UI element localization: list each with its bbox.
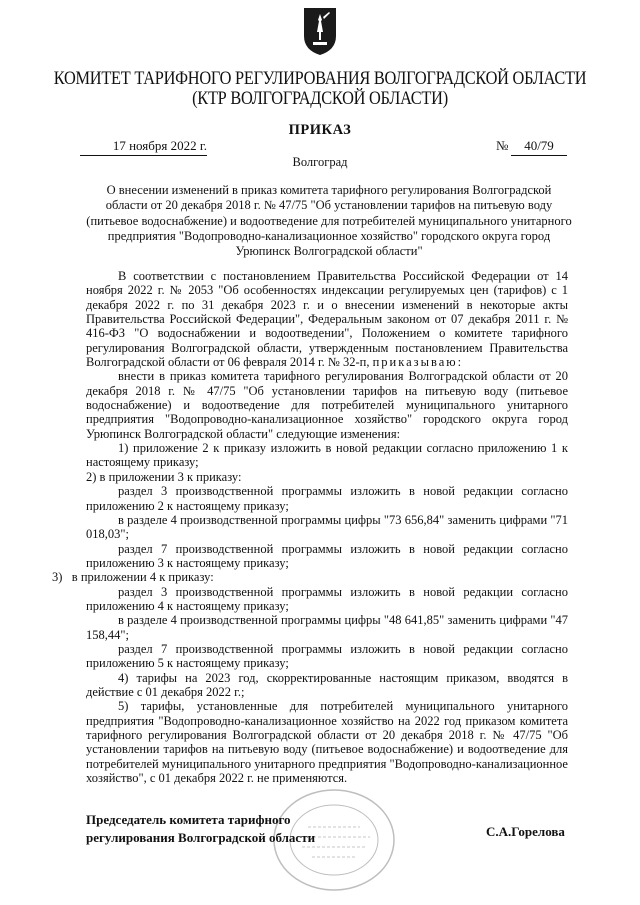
signatory-position-line2: регулирования Волгоградской области: [86, 829, 316, 845]
item-2c: раздел 7 производственной программы изложить в новой редакции согласно приложению 3 к настоящему приказу;: [86, 541, 568, 570]
order-number: 40/79: [511, 138, 567, 156]
order-date: 17 ноября 2022 г.: [80, 138, 207, 156]
item-5: 5) тарифы, установленные для потребителей муниципального унитарного предприятия "Водопроводно-канализационное хозяйство на 2022 год приказом комитета тарифного регулирования Волгоградской области от 20 декабря 2018 г. № 47/75 "Об установлении тарифов на питьевую воду (питьевое водоснабжение) и водоотведение для потребителей муниципального унитарного предприятия "Водопроводно-канализационное хозяйство", с 01 декабря 2022 г. не применяются.: [86, 699, 568, 786]
item-2a: раздел 3 производственной программы изложить в новой редакции согласно приложению 2 к настоящему приказу;: [86, 484, 568, 513]
city: Волгоград: [292, 155, 348, 169]
preamble: [86, 269, 568, 369]
item-3a: раздел 3 производственной программы изложить в новой редакции согласно приложению 4 к настоящему приказу;: [86, 584, 568, 613]
item-1: 1) приложение 2 к приказу изложить в новой редакции согласно приложению 1 к настоящему приказу;: [86, 441, 568, 470]
item-3b: в разделе 4 производственной программы цифры "48 641,85" заменить цифрами "47 158,44";: [86, 613, 568, 642]
volgograd-emblem-icon: [302, 6, 338, 56]
item-3c: раздел 7 производственной программы изложить в новой редакции согласно приложению 5 к настоящему приказу;: [86, 641, 568, 671]
order-body: [52, 269, 568, 786]
orders-word: приказываю:: [372, 355, 464, 370]
document-type: ПРИКАЗ: [288, 122, 352, 138]
item-3: 3) в приложении 4 к приказу:: [52, 570, 214, 585]
organization-name: КОМИТЕТ ТАРИФНОГО РЕГУЛИРОВАНИЯ ВОЛГОГРАДСКОЙ ОБЛАСТИ: [53, 68, 587, 89]
item-2b: в разделе 4 производственной программы цифры "73 656,84" заменить цифрами "71 018,03";: [86, 512, 568, 542]
signatory-position: [86, 811, 315, 846]
number-label: №: [496, 138, 509, 153]
order-subject: О внесении изменений в приказ комитета тарифного регулирования Волгоградской области от 20 декабря 2018 г. № 47/75 "Об установлении тарифов на питьевую воду (питьевое водоснабжение) и водоотведение для потребителей муниципального унитарного предприятия "Водопроводно-канализационное хозяйство" городского округа город Урюпинск Волгоградской области": [86, 183, 572, 259]
signatory-name: С.А.Горелова: [486, 824, 565, 839]
organization-abbreviation: (КТР ВОЛГОГРАДСКОЙ ОБЛАСТИ): [192, 88, 448, 109]
preamble-text: В соответствии с постановлением Правительства Российской Федерации от 14 ноября 2022 г. № 2053 "Об особенностях индексации регулируемых цен (тарифов) с 1 декабря 2022 г. по 31 декабря 2023 г. и о внесении изменений в некоторые акты Правительства Российской Федерации", Федеральным законом от 07 декабря 2011 г. № 416-ФЗ "О водоснабжении и водоотведении", Положением о комитете тарифного регулирования Волгоградской области, утвержденным постановлением Правительства Волгоградской области от 06 февраля 2014 г. № 32-п,: [86, 269, 568, 370]
signatory-position-line1: Председатель комитета тарифного: [86, 812, 291, 827]
paragraph-main: внести в приказ комитета тарифного регулирования Волгоградской области от 20 декабря 2018 г. № 47/75 "Об установлении тарифов на питьевую воду (питьевое водоснабжение) и водоотведение для потребителей муниципального унитарного предприятия "Водопроводно-канализационное хозяйство" городского округа город Урюпинск Волгоградской области" следующие изменения:: [86, 369, 568, 441]
item-4: 4) тарифы на 2023 год, скорректированные настоящим приказом, вводятся в действие с 01 декабря 2022 г.;: [86, 670, 568, 699]
item-2: 2) в приложении 3 к приказу:: [86, 469, 242, 484]
